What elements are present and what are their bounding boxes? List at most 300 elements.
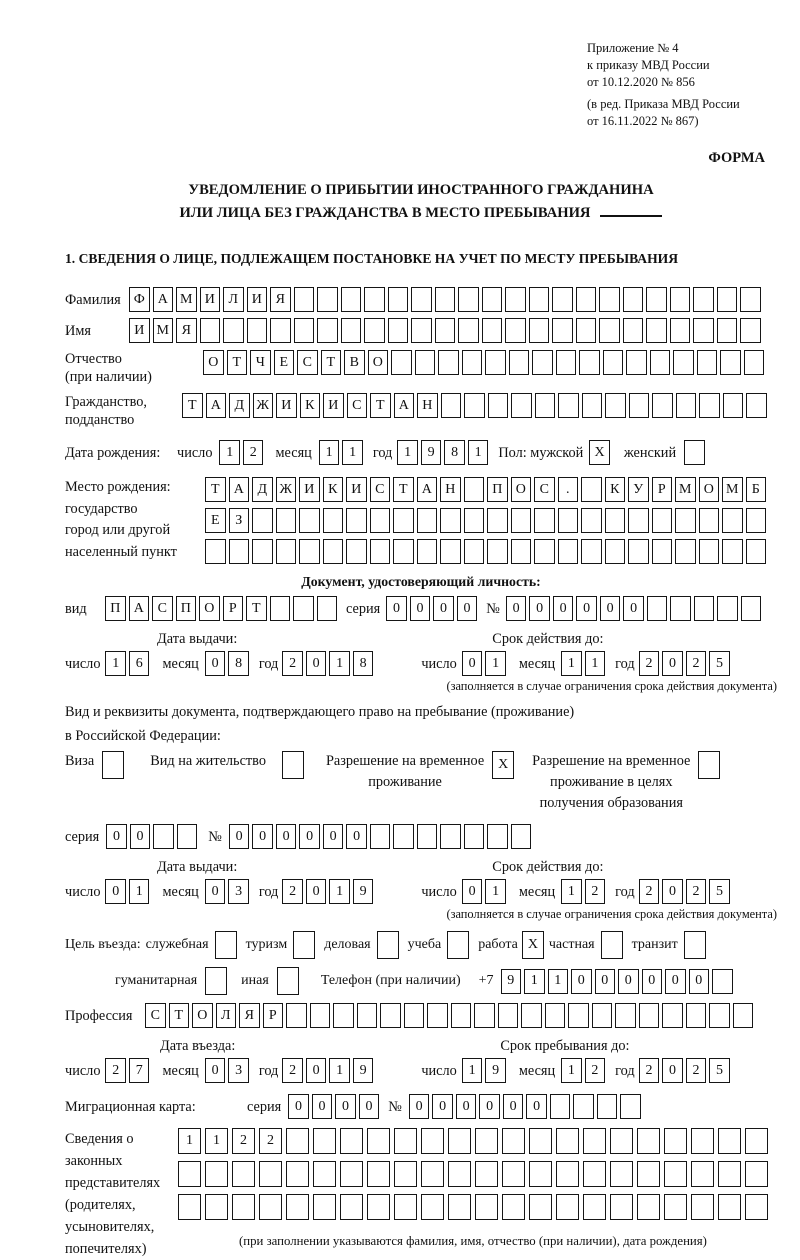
char-cell[interactable] xyxy=(637,1161,660,1187)
char-cell[interactable] xyxy=(740,318,761,343)
char-cell[interactable] xyxy=(573,1094,594,1119)
char-cell[interactable]: Ж xyxy=(253,393,274,418)
char-cell[interactable] xyxy=(458,287,479,312)
char-cell[interactable]: К xyxy=(300,393,321,418)
char-cell[interactable]: Я xyxy=(176,318,197,343)
char-cell[interactable]: С xyxy=(145,1003,166,1028)
char-cell[interactable] xyxy=(451,1003,472,1028)
char-cell[interactable] xyxy=(323,508,344,533)
char-cell[interactable]: Н xyxy=(440,477,461,502)
char-cell[interactable]: 3 xyxy=(228,1058,249,1083)
char-cell[interactable] xyxy=(391,350,412,375)
char-cell[interactable]: 0 xyxy=(306,651,327,676)
char-cell[interactable]: 0 xyxy=(346,824,367,849)
char-cell[interactable]: 0 xyxy=(662,1058,683,1083)
char-cell[interactable] xyxy=(252,539,273,564)
char-cell[interactable]: У xyxy=(628,477,649,502)
char-cell[interactable]: 0 xyxy=(618,969,639,994)
char-cell[interactable] xyxy=(664,1161,687,1187)
char-cell[interactable]: 0 xyxy=(623,596,644,621)
char-cell[interactable]: 0 xyxy=(462,651,483,676)
char-cell[interactable]: М xyxy=(153,318,174,343)
char-cell[interactable] xyxy=(340,1128,363,1154)
char-cell[interactable]: Е xyxy=(274,350,295,375)
char-cell[interactable]: 0 xyxy=(642,969,663,994)
char-cell[interactable]: 1 xyxy=(329,1058,350,1083)
char-cell[interactable]: Л xyxy=(223,287,244,312)
char-cell[interactable] xyxy=(581,539,602,564)
char-cell[interactable] xyxy=(592,1003,613,1028)
char-cell[interactable] xyxy=(603,350,624,375)
char-cell[interactable] xyxy=(474,1003,495,1028)
char-cell[interactable] xyxy=(394,1194,417,1220)
char-cell[interactable] xyxy=(341,318,362,343)
char-cell[interactable] xyxy=(417,824,438,849)
temp-residence-checkbox[interactable]: X xyxy=(492,751,514,779)
char-cell[interactable]: Р xyxy=(223,596,244,621)
residence-permit-checkbox[interactable] xyxy=(282,751,304,779)
char-cell[interactable] xyxy=(333,1003,354,1028)
char-cell[interactable] xyxy=(693,318,714,343)
char-cell[interactable]: И xyxy=(129,318,150,343)
char-cell[interactable]: 2 xyxy=(243,440,264,465)
char-cell[interactable]: 0 xyxy=(276,824,297,849)
char-cell[interactable] xyxy=(579,350,600,375)
char-cell[interactable] xyxy=(670,287,691,312)
char-cell[interactable] xyxy=(733,1003,754,1028)
char-cell[interactable] xyxy=(415,350,436,375)
char-cell[interactable] xyxy=(313,1128,336,1154)
char-cell[interactable]: С xyxy=(152,596,173,621)
char-cell[interactable] xyxy=(229,539,250,564)
char-cell[interactable]: 2 xyxy=(686,1058,707,1083)
char-cell[interactable] xyxy=(568,1003,589,1028)
char-cell[interactable] xyxy=(205,1194,228,1220)
char-cell[interactable]: И xyxy=(200,287,221,312)
char-cell[interactable] xyxy=(247,318,268,343)
char-cell[interactable] xyxy=(532,350,553,375)
char-cell[interactable] xyxy=(276,508,297,533)
char-cell[interactable]: 2 xyxy=(585,1058,606,1083)
char-cell[interactable] xyxy=(718,1128,741,1154)
char-cell[interactable] xyxy=(364,318,385,343)
char-cell[interactable] xyxy=(529,1194,552,1220)
char-cell[interactable]: 0 xyxy=(571,969,592,994)
char-cell[interactable] xyxy=(313,1161,336,1187)
char-cell[interactable]: Т xyxy=(393,477,414,502)
purpose-study-checkbox[interactable] xyxy=(447,931,469,959)
char-cell[interactable] xyxy=(581,508,602,533)
char-cell[interactable]: Р xyxy=(652,477,673,502)
char-cell[interactable] xyxy=(691,1194,714,1220)
char-cell[interactable] xyxy=(153,824,174,849)
char-cell[interactable] xyxy=(740,287,761,312)
char-cell[interactable]: С xyxy=(347,393,368,418)
char-cell[interactable]: Е xyxy=(205,508,226,533)
char-cell[interactable]: 2 xyxy=(282,879,303,904)
char-cell[interactable]: 0 xyxy=(503,1094,524,1119)
char-cell[interactable]: 9 xyxy=(353,879,374,904)
char-cell[interactable]: 0 xyxy=(457,596,478,621)
char-cell[interactable] xyxy=(178,1194,201,1220)
char-cell[interactable]: 0 xyxy=(323,824,344,849)
char-cell[interactable] xyxy=(323,539,344,564)
char-cell[interactable]: 2 xyxy=(686,651,707,676)
char-cell[interactable]: 0 xyxy=(312,1094,333,1119)
char-cell[interactable]: 8 xyxy=(353,651,374,676)
char-cell[interactable]: П xyxy=(487,477,508,502)
char-cell[interactable] xyxy=(435,318,456,343)
char-cell[interactable]: 7 xyxy=(129,1058,150,1083)
char-cell[interactable] xyxy=(313,1194,336,1220)
char-cell[interactable] xyxy=(441,393,462,418)
char-cell[interactable] xyxy=(511,393,532,418)
char-cell[interactable]: 9 xyxy=(485,1058,506,1083)
char-cell[interactable] xyxy=(610,1194,633,1220)
char-cell[interactable] xyxy=(717,596,738,621)
char-cell[interactable] xyxy=(421,1161,444,1187)
char-cell[interactable] xyxy=(534,508,555,533)
char-cell[interactable]: 1 xyxy=(561,1058,582,1083)
char-cell[interactable] xyxy=(317,596,338,621)
char-cell[interactable] xyxy=(558,539,579,564)
char-cell[interactable] xyxy=(299,508,320,533)
char-cell[interactable]: 0 xyxy=(306,879,327,904)
char-cell[interactable] xyxy=(178,1161,201,1187)
char-cell[interactable] xyxy=(722,508,743,533)
char-cell[interactable] xyxy=(723,393,744,418)
char-cell[interactable] xyxy=(699,539,720,564)
char-cell[interactable] xyxy=(670,596,691,621)
char-cell[interactable] xyxy=(394,1161,417,1187)
char-cell[interactable]: С xyxy=(534,477,555,502)
char-cell[interactable] xyxy=(662,1003,683,1028)
char-cell[interactable]: 0 xyxy=(306,1058,327,1083)
char-cell[interactable] xyxy=(317,287,338,312)
char-cell[interactable] xyxy=(722,539,743,564)
char-cell[interactable]: О xyxy=(368,350,389,375)
char-cell[interactable]: И xyxy=(346,477,367,502)
char-cell[interactable] xyxy=(438,350,459,375)
char-cell[interactable] xyxy=(610,1161,633,1187)
char-cell[interactable] xyxy=(556,1161,579,1187)
char-cell[interactable] xyxy=(637,1128,660,1154)
char-cell[interactable] xyxy=(691,1128,714,1154)
char-cell[interactable] xyxy=(535,393,556,418)
char-cell[interactable] xyxy=(259,1161,282,1187)
char-cell[interactable] xyxy=(393,508,414,533)
char-cell[interactable] xyxy=(646,318,667,343)
char-cell[interactable] xyxy=(276,539,297,564)
char-cell[interactable] xyxy=(664,1128,687,1154)
char-cell[interactable] xyxy=(550,1094,571,1119)
char-cell[interactable] xyxy=(367,1194,390,1220)
char-cell[interactable] xyxy=(388,318,409,343)
char-cell[interactable]: И xyxy=(276,393,297,418)
char-cell[interactable] xyxy=(458,318,479,343)
char-cell[interactable] xyxy=(411,287,432,312)
char-cell[interactable] xyxy=(597,1094,618,1119)
char-cell[interactable]: Р xyxy=(263,1003,284,1028)
char-cell[interactable]: 0 xyxy=(359,1094,380,1119)
char-cell[interactable]: П xyxy=(176,596,197,621)
char-cell[interactable] xyxy=(294,318,315,343)
char-cell[interactable]: К xyxy=(605,477,626,502)
char-cell[interactable] xyxy=(421,1128,444,1154)
char-cell[interactable] xyxy=(552,318,573,343)
purpose-business-checkbox[interactable] xyxy=(215,931,237,959)
char-cell[interactable]: К xyxy=(323,477,344,502)
char-cell[interactable]: 0 xyxy=(335,1094,356,1119)
char-cell[interactable] xyxy=(615,1003,636,1028)
char-cell[interactable]: 0 xyxy=(456,1094,477,1119)
char-cell[interactable]: 5 xyxy=(709,1058,730,1083)
char-cell[interactable] xyxy=(370,508,391,533)
char-cell[interactable] xyxy=(270,318,291,343)
char-cell[interactable]: 1 xyxy=(485,879,506,904)
char-cell[interactable] xyxy=(294,287,315,312)
char-cell[interactable] xyxy=(521,1003,542,1028)
char-cell[interactable]: 0 xyxy=(662,879,683,904)
char-cell[interactable] xyxy=(482,287,503,312)
char-cell[interactable] xyxy=(505,318,526,343)
char-cell[interactable] xyxy=(605,393,626,418)
char-cell[interactable] xyxy=(417,539,438,564)
char-cell[interactable] xyxy=(388,287,409,312)
char-cell[interactable] xyxy=(464,508,485,533)
char-cell[interactable] xyxy=(440,539,461,564)
char-cell[interactable]: 0 xyxy=(526,1094,547,1119)
char-cell[interactable] xyxy=(675,539,696,564)
char-cell[interactable]: А xyxy=(417,477,438,502)
char-cell[interactable] xyxy=(599,318,620,343)
char-cell[interactable] xyxy=(529,1128,552,1154)
char-cell[interactable] xyxy=(511,539,532,564)
char-cell[interactable] xyxy=(545,1003,566,1028)
char-cell[interactable]: 1 xyxy=(129,879,150,904)
char-cell[interactable] xyxy=(464,824,485,849)
char-cell[interactable] xyxy=(581,477,602,502)
char-cell[interactable] xyxy=(675,508,696,533)
char-cell[interactable]: А xyxy=(206,393,227,418)
char-cell[interactable] xyxy=(488,393,509,418)
char-cell[interactable]: 2 xyxy=(232,1128,255,1154)
char-cell[interactable] xyxy=(605,539,626,564)
char-cell[interactable]: Д xyxy=(252,477,273,502)
char-cell[interactable] xyxy=(717,287,738,312)
char-cell[interactable]: 2 xyxy=(639,651,660,676)
char-cell[interactable] xyxy=(694,596,715,621)
char-cell[interactable] xyxy=(556,1128,579,1154)
char-cell[interactable] xyxy=(502,1194,525,1220)
char-cell[interactable]: 2 xyxy=(639,879,660,904)
char-cell[interactable] xyxy=(498,1003,519,1028)
char-cell[interactable] xyxy=(583,1194,606,1220)
char-cell[interactable] xyxy=(583,1128,606,1154)
char-cell[interactable]: 9 xyxy=(353,1058,374,1083)
char-cell[interactable]: 9 xyxy=(421,440,442,465)
char-cell[interactable] xyxy=(475,1194,498,1220)
char-cell[interactable] xyxy=(357,1003,378,1028)
char-cell[interactable] xyxy=(623,287,644,312)
char-cell[interactable] xyxy=(427,1003,448,1028)
char-cell[interactable]: 0 xyxy=(506,596,527,621)
char-cell[interactable] xyxy=(511,508,532,533)
char-cell[interactable] xyxy=(605,508,626,533)
char-cell[interactable] xyxy=(286,1003,307,1028)
purpose-work-checkbox[interactable]: X xyxy=(522,931,544,959)
char-cell[interactable] xyxy=(293,596,314,621)
char-cell[interactable] xyxy=(599,287,620,312)
char-cell[interactable]: 0 xyxy=(205,651,226,676)
char-cell[interactable] xyxy=(475,1161,498,1187)
char-cell[interactable] xyxy=(487,539,508,564)
char-cell[interactable] xyxy=(448,1161,471,1187)
char-cell[interactable]: 1 xyxy=(329,651,350,676)
char-cell[interactable] xyxy=(582,393,603,418)
char-cell[interactable]: А xyxy=(394,393,415,418)
visa-checkbox[interactable] xyxy=(102,751,124,779)
char-cell[interactable] xyxy=(380,1003,401,1028)
char-cell[interactable] xyxy=(697,350,718,375)
char-cell[interactable] xyxy=(717,318,738,343)
char-cell[interactable] xyxy=(639,1003,660,1028)
char-cell[interactable]: 0 xyxy=(229,824,250,849)
char-cell[interactable]: 0 xyxy=(600,596,621,621)
char-cell[interactable]: 1 xyxy=(468,440,489,465)
char-cell[interactable] xyxy=(404,1003,425,1028)
char-cell[interactable]: О xyxy=(699,477,720,502)
char-cell[interactable] xyxy=(620,1094,641,1119)
char-cell[interactable]: Л xyxy=(216,1003,237,1028)
char-cell[interactable]: 2 xyxy=(639,1058,660,1083)
char-cell[interactable]: Ч xyxy=(250,350,271,375)
char-cell[interactable]: 1 xyxy=(342,440,363,465)
char-cell[interactable] xyxy=(367,1128,390,1154)
char-cell[interactable] xyxy=(745,1194,768,1220)
char-cell[interactable] xyxy=(340,1194,363,1220)
char-cell[interactable]: 0 xyxy=(432,1094,453,1119)
char-cell[interactable] xyxy=(487,508,508,533)
char-cell[interactable] xyxy=(317,318,338,343)
char-cell[interactable]: А xyxy=(153,287,174,312)
char-cell[interactable]: 1 xyxy=(524,969,545,994)
char-cell[interactable]: . xyxy=(558,477,579,502)
char-cell[interactable]: 0 xyxy=(479,1094,500,1119)
char-cell[interactable]: А xyxy=(229,477,250,502)
char-cell[interactable] xyxy=(464,539,485,564)
char-cell[interactable]: Т xyxy=(227,350,248,375)
char-cell[interactable]: Н xyxy=(417,393,438,418)
purpose-transit-checkbox[interactable] xyxy=(684,931,706,959)
char-cell[interactable] xyxy=(556,350,577,375)
char-cell[interactable] xyxy=(610,1128,633,1154)
char-cell[interactable]: Т xyxy=(321,350,342,375)
char-cell[interactable]: И xyxy=(247,287,268,312)
char-cell[interactable] xyxy=(699,393,720,418)
female-checkbox[interactable] xyxy=(684,440,705,465)
char-cell[interactable] xyxy=(502,1128,525,1154)
char-cell[interactable] xyxy=(346,508,367,533)
char-cell[interactable] xyxy=(712,969,733,994)
char-cell[interactable] xyxy=(232,1194,255,1220)
char-cell[interactable]: 1 xyxy=(548,969,569,994)
char-cell[interactable]: М xyxy=(675,477,696,502)
char-cell[interactable] xyxy=(367,1161,390,1187)
char-cell[interactable]: 5 xyxy=(709,651,730,676)
char-cell[interactable]: 1 xyxy=(561,879,582,904)
char-cell[interactable] xyxy=(440,824,461,849)
char-cell[interactable]: З xyxy=(229,508,250,533)
char-cell[interactable]: 2 xyxy=(585,879,606,904)
char-cell[interactable] xyxy=(652,393,673,418)
char-cell[interactable]: 1 xyxy=(205,1128,228,1154)
char-cell[interactable]: 1 xyxy=(329,879,350,904)
char-cell[interactable] xyxy=(286,1194,309,1220)
char-cell[interactable]: 1 xyxy=(397,440,418,465)
char-cell[interactable]: 8 xyxy=(444,440,465,465)
char-cell[interactable] xyxy=(270,596,291,621)
char-cell[interactable]: Д xyxy=(229,393,250,418)
char-cell[interactable] xyxy=(650,350,671,375)
char-cell[interactable] xyxy=(417,508,438,533)
char-cell[interactable] xyxy=(529,1161,552,1187)
char-cell[interactable] xyxy=(628,508,649,533)
char-cell[interactable]: 1 xyxy=(585,651,606,676)
char-cell[interactable]: 0 xyxy=(433,596,454,621)
char-cell[interactable] xyxy=(741,596,762,621)
char-cell[interactable] xyxy=(646,287,667,312)
char-cell[interactable] xyxy=(628,539,649,564)
char-cell[interactable]: 0 xyxy=(105,879,126,904)
char-cell[interactable] xyxy=(223,318,244,343)
char-cell[interactable] xyxy=(534,539,555,564)
purpose-commercial-checkbox[interactable] xyxy=(377,931,399,959)
char-cell[interactable] xyxy=(629,393,650,418)
char-cell[interactable]: 3 xyxy=(228,879,249,904)
char-cell[interactable]: 0 xyxy=(252,824,273,849)
char-cell[interactable] xyxy=(745,1128,768,1154)
char-cell[interactable] xyxy=(475,1128,498,1154)
char-cell[interactable]: 1 xyxy=(319,440,340,465)
char-cell[interactable] xyxy=(583,1161,606,1187)
char-cell[interactable] xyxy=(558,508,579,533)
char-cell[interactable] xyxy=(205,539,226,564)
char-cell[interactable]: 2 xyxy=(686,879,707,904)
char-cell[interactable] xyxy=(626,350,647,375)
char-cell[interactable] xyxy=(652,539,673,564)
char-cell[interactable] xyxy=(370,539,391,564)
char-cell[interactable] xyxy=(652,508,673,533)
char-cell[interactable] xyxy=(746,539,767,564)
char-cell[interactable]: 2 xyxy=(282,651,303,676)
char-cell[interactable]: Я xyxy=(270,287,291,312)
char-cell[interactable] xyxy=(340,1161,363,1187)
char-cell[interactable]: Т xyxy=(169,1003,190,1028)
purpose-tourism-checkbox[interactable] xyxy=(293,931,315,959)
char-cell[interactable]: 1 xyxy=(561,651,582,676)
char-cell[interactable] xyxy=(511,824,532,849)
char-cell[interactable] xyxy=(505,287,526,312)
char-cell[interactable] xyxy=(576,287,597,312)
char-cell[interactable] xyxy=(252,508,273,533)
char-cell[interactable] xyxy=(421,1194,444,1220)
char-cell[interactable] xyxy=(370,824,391,849)
char-cell[interactable] xyxy=(718,1161,741,1187)
char-cell[interactable] xyxy=(286,1128,309,1154)
char-cell[interactable] xyxy=(341,287,362,312)
char-cell[interactable] xyxy=(576,318,597,343)
